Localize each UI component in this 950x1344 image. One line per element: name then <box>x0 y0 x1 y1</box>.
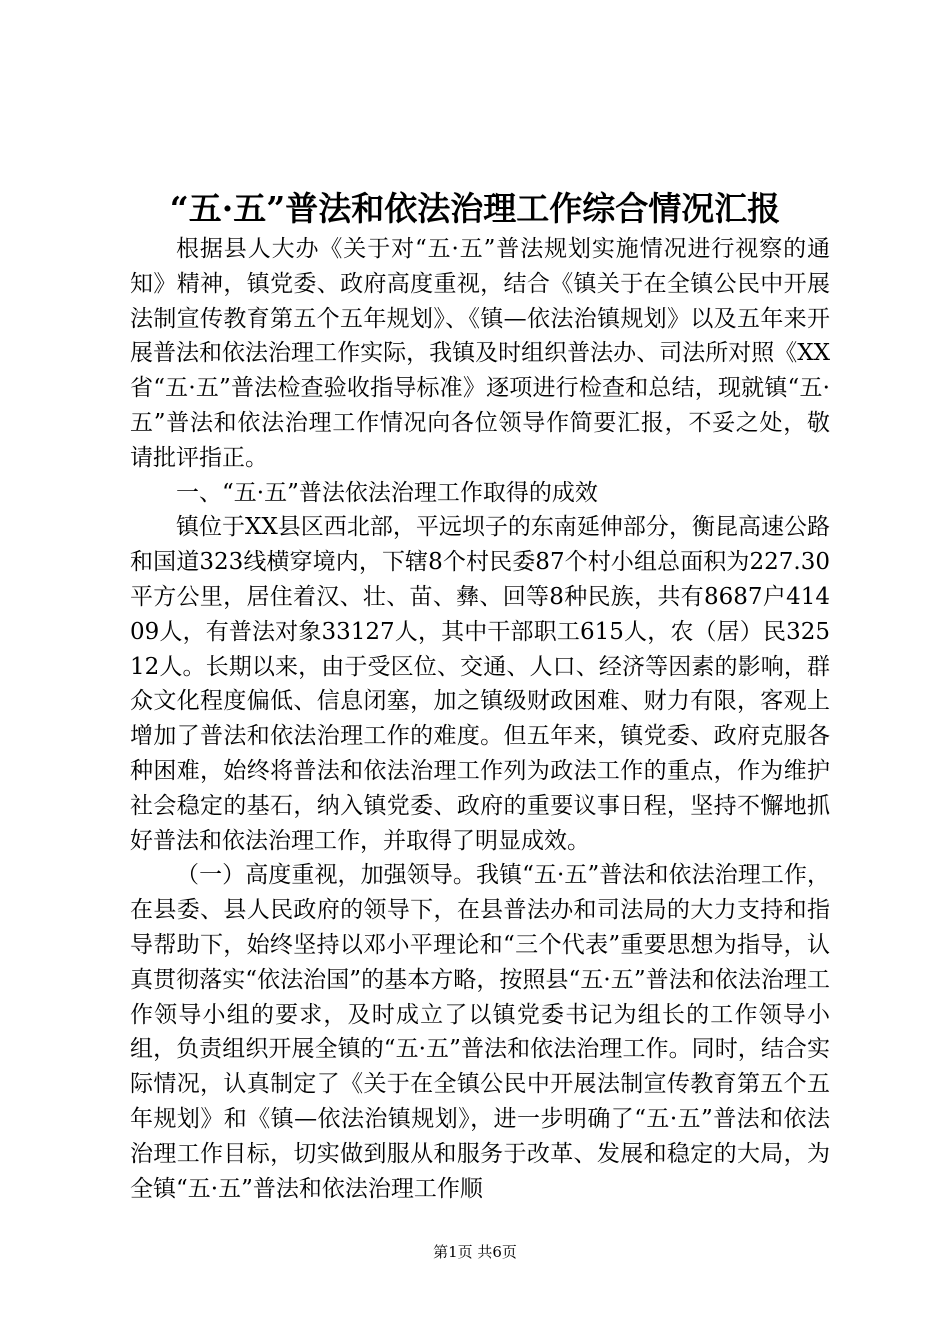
intro-paragraph: 根据县人大办《关于对“五·五”普法规划实施情况进行视察的通知》精神，镇党委、政府高度重视，结合《镇关于在全镇公民中开展法制宣传教育第五个五年规划》、《镇—依法治镇规划》以及五年来开展普法和依法治理工作实际，我镇及时组织普法办、司法所对照《XX省“五·五”普法检查验收指导标准》逐项进行检查和总结，现就镇“五·五”普法和依法治理工作情况向各位领导作简要汇报，不妥之处，敬请批评指正。 <box>130 236 830 471</box>
document-body <box>130 232 830 1206</box>
leadership-paragraph: （一）高度重视，加强领导。我镇“五·五”普法和依法治理工作，在县委、县人民政府的领导下，在县普法办和司法局的大力支持和指导帮助下，始终坚持以邓小平理论和“三个代表”重要思想为指导，认真贯彻落实“依法治国”的基本方略，按照县“五·五”普法和依法治理工作领导小组的要求，及时成立了以镇党委书记为组长的工作领导小组，负责组织开展全镇的“五·五”普法和依法治理工作。同时，结合实际情况，认真制定了《关于在全镇公民中开展法制宣传教育第五个五年规划》和《镇—依法治镇规划》，进一步明确了“五·五”普法和依法治理工作目标，切实做到服从和服务于改革、发展和稳定的大局，为全镇“五·五”普法和依法治理工作顺 <box>130 862 830 1202</box>
overview-paragraph: 镇位于XX县区西北部，平远坝子的东南延伸部分，衡昆高速公路和国道323线横穿境内，下辖8个村民委87个村小组总面积为227.30平方公里，居住着汉、壮、苗、彝、回等8种民族，共有8687户41409人，有普法对象33127人，其中干部职工615人，农（居）民32512人。长期以来，由于受区位、交通、人口、经济等因素的影响，群众文化程度偏低、信息闭塞，加之镇级财政困难、财力有限，客观上增加了普法和依法治理工作的难度。但五年来，镇党委、政府克服各种困难，始终将普法和依法治理工作列为政法工作的重点，作为维护社会稳定的基石，纳入镇党委、政府的重要议事日程，坚持不懈地抓好普法和依法治理工作，并取得了明显成效。 <box>130 514 830 854</box>
document-title: “五·五”普法和依法治理工作综合情况汇报 <box>169 189 781 228</box>
section-heading-1: 一、“五·五”普法依法治理工作取得的成效 <box>176 479 598 506</box>
page-footer: 第1页 共6页 <box>433 1243 517 1261</box>
